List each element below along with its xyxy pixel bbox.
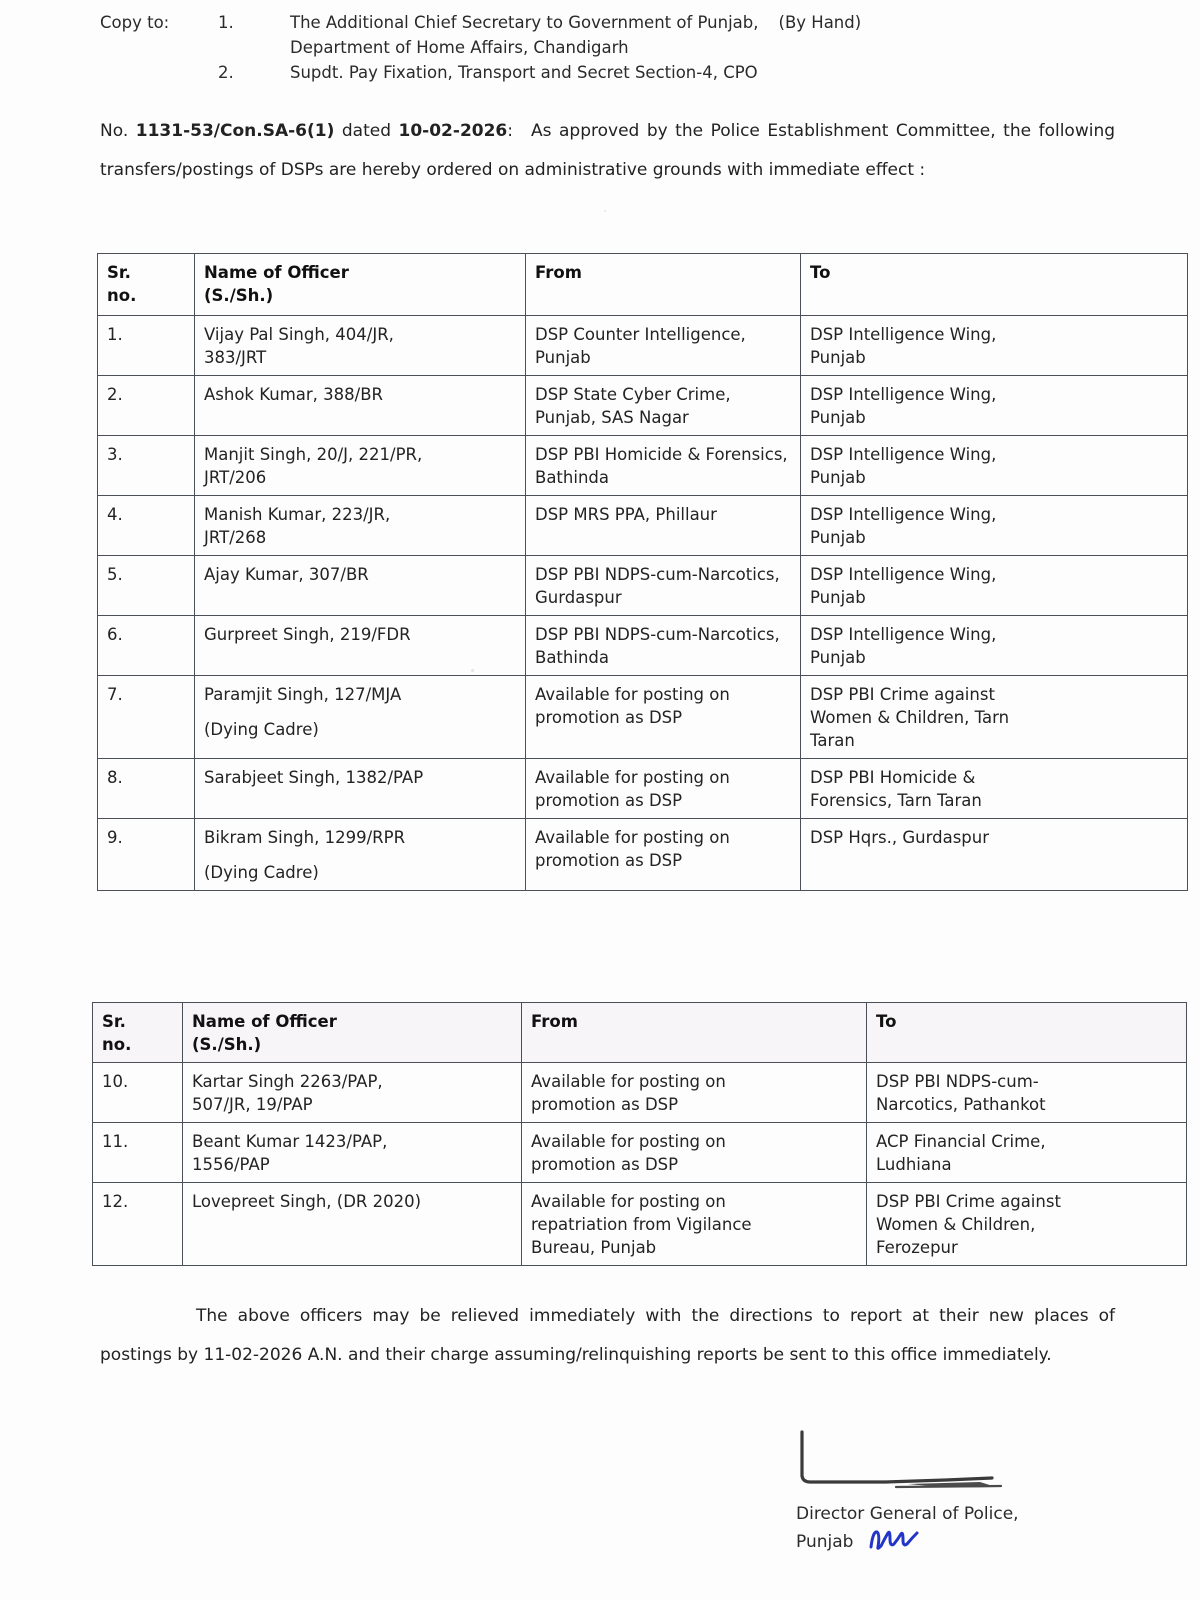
- from-line2: Bathinda: [535, 468, 609, 487]
- officer-name-line2: 507/JR, 19/PAP: [192, 1095, 313, 1114]
- column-header-from: From: [522, 1003, 867, 1063]
- order-colon: :: [507, 121, 513, 141]
- cell-officer-name: [183, 1183, 522, 1266]
- from-line1: DSP PBI NDPS-cum-Narcotics,: [535, 565, 780, 584]
- copy-to-recipient-2: Supdt. Pay Fixation, Transport and Secret Section-4, CPO: [290, 63, 758, 82]
- from-line3: Bureau, Punjab: [531, 1238, 657, 1257]
- cell-officer-name: [195, 819, 526, 891]
- to-line1: DSP Intelligence Wing,: [810, 325, 997, 344]
- officer-name-line1: Vijay Pal Singh, 404/JR,: [204, 325, 394, 344]
- to-line3: Ferozepur: [876, 1238, 958, 1257]
- table-header-row: [93, 1003, 1187, 1063]
- to-line1: DSP Intelligence Wing,: [810, 505, 997, 524]
- cell-from-posting: [526, 759, 801, 819]
- sr-no-value: 2.: [107, 385, 123, 404]
- cell-sr-no: [93, 1063, 183, 1123]
- to-line2: Punjab: [810, 648, 866, 667]
- column-header-sr-no: [93, 1003, 183, 1063]
- sr-header-line2: no.: [107, 286, 137, 305]
- from-line1: Available for posting on: [531, 1192, 726, 1211]
- scan-speck: [471, 669, 474, 672]
- sr-no-value: 10.: [102, 1072, 129, 1091]
- cell-officer-name: [183, 1123, 522, 1183]
- cell-officer-name: [195, 436, 526, 496]
- cell-sr-no: [98, 819, 195, 891]
- to-line1: DSP Intelligence Wing,: [810, 445, 997, 464]
- to-line2: Punjab: [810, 468, 866, 487]
- by-hand-marker: (By Hand): [778, 13, 862, 32]
- from-line2: promotion as DSP: [535, 791, 683, 810]
- officer-name-line2: JRT/206: [204, 468, 267, 487]
- cell-officer-name: [195, 556, 526, 616]
- from-line2: Punjab: [535, 348, 591, 367]
- cell-to-posting: [801, 556, 1188, 616]
- cell-to-posting: [801, 436, 1188, 496]
- officer-name-line1: Ashok Kumar, 388/BR: [204, 385, 383, 404]
- blue-ink-initial: [867, 1527, 923, 1559]
- table-row: [98, 436, 1188, 496]
- table-row: [98, 556, 1188, 616]
- from-line2: repatriation from Vigilance: [531, 1215, 752, 1234]
- transfer-table-part-2: [92, 1002, 1187, 1266]
- sr-header-line1: Sr.: [107, 263, 131, 282]
- sr-no-value: 4.: [107, 505, 123, 524]
- officer-name-line1: Kartar Singh 2263/PAP,: [192, 1072, 383, 1091]
- sr-no-value: 12.: [102, 1192, 129, 1211]
- officer-name-line2: 1556/PAP: [192, 1155, 270, 1174]
- name-header-line1: Name of Officer: [192, 1012, 337, 1031]
- to-line1: DSP PBI Crime against: [810, 685, 995, 704]
- cell-sr-no: [98, 616, 195, 676]
- order-body-text: As approved by the Police Establishment Committee, the following transfers/postings of DSPs are hereby ordered on administrative grounds with immediate effect :: [100, 121, 1116, 180]
- sr-no-value: 6.: [107, 625, 123, 644]
- officer-cadre-note: (Dying Cadre): [204, 720, 319, 739]
- officer-name-line2: 383/JRT: [204, 348, 267, 367]
- table-row: [93, 1183, 1187, 1266]
- officer-name-line1: Bikram Singh, 1299/RPR: [204, 828, 406, 847]
- from-line1: Available for posting on: [531, 1072, 726, 1091]
- signature-title: [796, 1502, 1126, 1559]
- cell-sr-no: [98, 436, 195, 496]
- from-line2: Gurdaspur: [535, 588, 622, 607]
- cell-to-posting: [867, 1183, 1187, 1266]
- signature-title-line2: Punjab: [796, 1532, 854, 1552]
- cell-sr-no: [98, 676, 195, 759]
- to-line1: DSP Intelligence Wing,: [810, 565, 997, 584]
- table-row: [93, 1063, 1187, 1123]
- to-line2: Punjab: [810, 588, 866, 607]
- cell-officer-name: [195, 316, 526, 376]
- column-header-to: To: [867, 1003, 1187, 1063]
- to-line2: Ludhiana: [876, 1155, 952, 1174]
- to-line2: Punjab: [810, 408, 866, 427]
- cell-sr-no: [93, 1183, 183, 1266]
- to-line2: Narcotics, Pathankot: [876, 1095, 1046, 1114]
- copy-to-label: Copy to:: [100, 13, 170, 32]
- cell-to-posting: [867, 1123, 1187, 1183]
- cell-from-posting: [526, 316, 801, 376]
- to-line1: DSP PBI Crime against: [876, 1192, 1061, 1211]
- officer-name-line1: Paramjit Singh, 127/MJA: [204, 685, 402, 704]
- to-line3: Taran: [810, 731, 855, 750]
- signature-title-line2-wrap: [796, 1527, 1126, 1559]
- cell-to-posting: [801, 676, 1188, 759]
- cell-from-posting: [526, 616, 801, 676]
- copy-to-entry-1: [100, 10, 1120, 35]
- from-line1: Available for posting on: [535, 685, 730, 704]
- cell-to-posting: [801, 496, 1188, 556]
- table-row: [98, 376, 1188, 436]
- to-line1: ACP Financial Crime,: [876, 1132, 1046, 1151]
- officer-name-line1: Manish Kumar, 223/JR,: [204, 505, 391, 524]
- officer-name-line1: Ajay Kumar, 307/BR: [204, 565, 369, 584]
- cell-sr-no: [98, 759, 195, 819]
- officer-name-line1: Sarabjeet Singh, 1382/PAP: [204, 768, 424, 787]
- cell-officer-name: [195, 676, 526, 759]
- sr-no-value: 3.: [107, 445, 123, 464]
- order-dated-label: dated: [341, 121, 391, 141]
- table-row: [98, 676, 1188, 759]
- officer-name-line2: JRT/268: [204, 528, 267, 547]
- sr-no-value: 11.: [102, 1132, 129, 1151]
- to-line2: Women & Children, Tarn: [810, 708, 1010, 727]
- from-line2: promotion as DSP: [531, 1095, 679, 1114]
- transfer-table-part-1: [97, 253, 1188, 891]
- cell-sr-no: [98, 556, 195, 616]
- cell-to-posting: [801, 316, 1188, 376]
- to-line1: DSP Intelligence Wing,: [810, 625, 997, 644]
- copy-to-recipient-1: The Additional Chief Secretary to Government of Punjab,: [290, 13, 759, 32]
- sr-no-value: 8.: [107, 768, 123, 787]
- sr-no-value: 9.: [107, 828, 123, 847]
- table-row: [98, 316, 1188, 376]
- cell-officer-name: [195, 616, 526, 676]
- cell-sr-no: [98, 376, 195, 436]
- from-line2: Bathinda: [535, 648, 609, 667]
- to-line2: Women & Children,: [876, 1215, 1036, 1234]
- to-line1: DSP PBI Homicide &: [810, 768, 976, 787]
- to-line1: DSP Intelligence Wing,: [810, 385, 997, 404]
- cell-to-posting: [801, 819, 1188, 891]
- spacer: [204, 706, 516, 718]
- order-reference-paragraph: [100, 112, 1115, 190]
- to-line2: Punjab: [810, 348, 866, 367]
- name-header-line2: (S./Sh.): [192, 1035, 262, 1054]
- from-line1: DSP MRS PPA, Phillaur: [535, 505, 717, 524]
- from-line2: promotion as DSP: [535, 851, 683, 870]
- cell-from-posting: [522, 1183, 867, 1266]
- to-line1: DSP PBI NDPS-cum-: [876, 1072, 1039, 1091]
- cell-from-posting: [526, 819, 801, 891]
- scan-speck: [604, 210, 606, 212]
- table-header-row: [98, 254, 1188, 316]
- cell-from-posting: [526, 556, 801, 616]
- name-header-line1: Name of Officer: [204, 263, 349, 282]
- officer-name-line1: Manjit Singh, 20/J, 221/PR,: [204, 445, 423, 464]
- sr-no-value: 7.: [107, 685, 123, 704]
- closing-paragraph: [100, 1297, 1115, 1375]
- table-row: [93, 1123, 1187, 1183]
- from-line1: DSP Counter Intelligence,: [535, 325, 746, 344]
- from-line1: Available for posting on: [535, 828, 730, 847]
- cell-to-posting: [801, 376, 1188, 436]
- sr-no-value: 5.: [107, 565, 123, 584]
- table-row: [98, 496, 1188, 556]
- table-row: [98, 819, 1188, 891]
- order-reference-number: 1131-53/Con.SA-6(1): [135, 121, 335, 141]
- cell-officer-name: [195, 759, 526, 819]
- name-header-line2: (S./Sh.): [204, 286, 274, 305]
- sr-header-line1: Sr.: [102, 1012, 126, 1031]
- copy-to-number-1: 1.: [218, 13, 234, 32]
- to-line2: Punjab: [810, 528, 866, 547]
- cell-sr-no: [93, 1123, 183, 1183]
- cell-to-posting: [867, 1063, 1187, 1123]
- column-header-from: From: [526, 254, 801, 316]
- signature-stroke-icon: [796, 1430, 1026, 1502]
- from-line1: DSP State Cyber Crime,: [535, 385, 731, 404]
- sr-no-value: 1.: [107, 325, 123, 344]
- cell-from-posting: [526, 376, 801, 436]
- from-line1: Available for posting on: [535, 768, 730, 787]
- from-line1: DSP PBI NDPS-cum-Narcotics,: [535, 625, 780, 644]
- cell-to-posting: [801, 616, 1188, 676]
- ink-initial-icon: [867, 1527, 923, 1551]
- cell-from-posting: [526, 436, 801, 496]
- from-line2: Punjab, SAS Nagar: [535, 408, 689, 427]
- closing-text: The above officers may be relieved immediately with the directions to report at their new places of postings by 11-02-2026 A.N. and their charge assuming/relinquishing reports be sent to this office immediately.: [100, 1306, 1115, 1365]
- to-line2: Forensics, Tarn Taran: [810, 791, 982, 810]
- column-header-name-of-officer: [195, 254, 526, 316]
- column-header-to: To: [801, 254, 1188, 316]
- officer-name-line1: Gurpreet Singh, 219/FDR: [204, 625, 411, 644]
- officer-cadre-note: (Dying Cadre): [204, 863, 319, 882]
- copy-to-number-2: 2.: [218, 63, 234, 82]
- sr-header-line2: no.: [102, 1035, 132, 1054]
- cell-officer-name: [183, 1063, 522, 1123]
- copy-to-block: [100, 10, 1120, 85]
- cell-from-posting: [522, 1063, 867, 1123]
- from-line1: DSP PBI Homicide & Forensics,: [535, 445, 788, 464]
- handwritten-signature: [796, 1430, 1026, 1502]
- order-no-prefix: No.: [100, 121, 129, 141]
- signature-block: [796, 1430, 1126, 1559]
- from-line2: promotion as DSP: [535, 708, 683, 727]
- cell-to-posting: [801, 759, 1188, 819]
- table-row: [98, 759, 1188, 819]
- order-date: 10-02-2026: [398, 121, 508, 141]
- signature-title-line1: Director General of Police,: [796, 1504, 1019, 1524]
- cell-from-posting: [526, 496, 801, 556]
- spacer: [204, 849, 516, 861]
- column-header-sr-no: [98, 254, 195, 316]
- cell-officer-name: [195, 376, 526, 436]
- column-header-name-of-officer: [183, 1003, 522, 1063]
- cell-from-posting: [522, 1123, 867, 1183]
- cell-sr-no: [98, 496, 195, 556]
- copy-to-entry-2: [100, 60, 1120, 85]
- cell-sr-no: [98, 316, 195, 376]
- copy-to-text-1-line2: Department of Home Affairs, Chandigarh: [290, 38, 629, 57]
- from-line1: Available for posting on: [531, 1132, 726, 1151]
- copy-to-text-1: [290, 10, 1120, 35]
- cell-from-posting: [526, 676, 801, 759]
- cell-officer-name: [195, 496, 526, 556]
- officer-name-line1: Lovepreet Singh, (DR 2020): [192, 1192, 422, 1211]
- to-line1: DSP Hqrs., Gurdaspur: [810, 828, 990, 847]
- table-row: [98, 616, 1188, 676]
- from-line2: promotion as DSP: [531, 1155, 679, 1174]
- officer-name-line1: Beant Kumar 1423/PAP,: [192, 1132, 388, 1151]
